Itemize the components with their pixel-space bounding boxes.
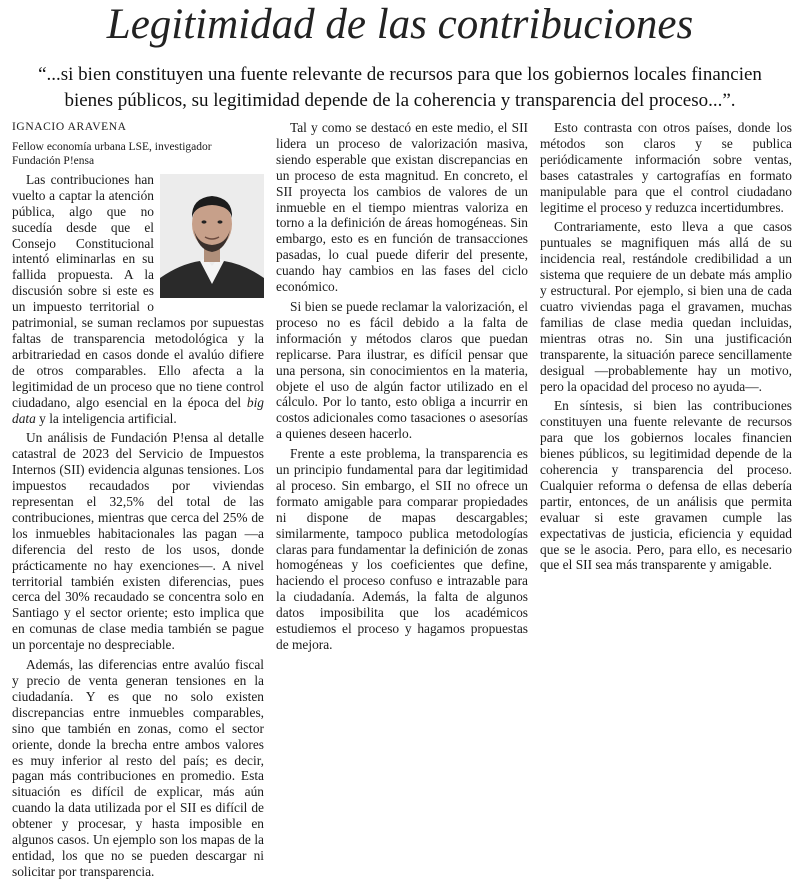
paragraph-text: y la inteligencia artificial. — [35, 410, 177, 426]
paragraph — [12, 172, 264, 427]
pull-quote: “...si bien constituyen una fuente relevante de recursos para que los gobiernos locales financien bienes públicos, su legitimidad depende de la coherencia y transparencia del proceso...”. — [38, 64, 762, 111]
author-photo — [160, 174, 264, 298]
paragraph: Contrariamente, esto lleva a que casos puntuales se magnifiquen más allá de su incidencia real, restándole credibilidad a un sistema que requiere de un debate más amplio y estructural. Por ejemplo, si bien una de cada cuatro viviendas paga el gravamen, muchas familias de clase media quedan incluidas, mientras otras no. Sin una justificación transparente, la situación parece sencillamente desigual —probablemente hay un motivo, pero la opacidad del proceso no ayuda—. — [540, 219, 792, 394]
paragraph: Tal y como se destacó en este medio, el SII lidera un proceso de valorización masiva, siendo esperable que existan discrepancias en un proceso de esta magnitud. En concreto, el SII proyecta los cambios de valores de un inmueble en el tiempo mientras valoriza en torno a la definición de áreas homogéneas. Sin embargo, esto es en función de transacciones pasadas, lo cual puede diferir del presente, cuando hay cambios en las fases del ciclo económico. — [276, 120, 528, 295]
column-3 — [540, 120, 792, 708]
paragraph-emphasis: big data — [12, 394, 264, 426]
column-2 — [276, 120, 528, 708]
author-role-line1: Fellow economía urbana LSE, investigador — [12, 140, 212, 153]
author-role-line2: Fundación P!ensa — [12, 154, 95, 167]
paragraph: Además, las diferencias entre avalúo fiscal y precio de venta generan tensiones en la ciudadanía. Y es que no solo existen discrepancias entre inmuebles comparables, sino que también en zonas, como el sector oriente, donde la brecha entre ambos valores es muy inferior al resto del país; es decir, pagan más contribuciones en promedio. Esta situación es difícil de explicar, más aún cuando la data utilizada por el SII es difícil de obtener y procesar, y hasta imposible en algunos casos. Un ejemplo son los mapas de la entidad, los que no se pueden descargar ni solicitar por transparencia. — [12, 657, 264, 879]
paragraph: Si bien se puede reclamar la valorización, el proceso no es fácil debido a la falta de información y métodos claros que puedan replicarse. Para ilustrar, es difícil pensar que una persona, sin conocimientos en la materia, objete el uso de algún factor utilizado en el cálculo. Por lo tanto, esto obliga a incurrir en costos adicionales como tasaciones o asesorías a quienes deseen hacerlo. — [276, 298, 528, 442]
author-role — [12, 140, 264, 168]
headline: Legitimidad de las contribuciones — [106, 1, 694, 48]
paragraph: Esto contrasta con otros países, donde los métodos son claros y se publica periódicamente información sobre ventas, bases catastrales y cartografías en formato manipulable para que el control ciudadano legitime el proceso y reduzca incertidumbres. — [540, 120, 792, 215]
paragraph: Frente a este problema, la transparencia es un principio fundamental para dar legitimidad al proceso. Sin embargo, el SII no ofrece un formato amigable para comparar propiedades ni dispone de mapas descargables; similarmente, tampoco publica metodologías claras para fundamentar la definición de zonas homogéneas y los coeficientes que define, haciendo el proceso confuso e intrazable para la ciudadanía. Además, la falta de algunos datos imposibilita que los académicos estudiemos el proceso y hagamos propuestas de mejora. — [276, 446, 528, 652]
column-1 — [12, 120, 264, 879]
paragraph-text: Las contribuciones han vuelto a captar la atención pública, algo que no sucedía desde que el Consejo Constitucional intentó eliminarlas en su fallida propuesta. A la discusión sobre si este es un impuesto territorial o patrimonial, se suman reclamos por supuestas faltas de transparencia metodológica y la arbitrariedad en casos donde el avalúo difiere de otros comparables. Ello afecta a la legitimidad de un proceso que no tiene control ciudadano, algo esencial en la época del — [12, 171, 264, 410]
article-body — [12, 120, 792, 879]
paragraph: En síntesis, si bien las contribuciones constituyen una fuente relevante de recursos para que los gobiernos locales financien bienes públicos, su legitimidad depende de la coherencia y transparencia del proceso. Cualquier reforma o defensa de ellas debería partir, entonces, de un análisis que permita evaluar si este gravamen cumple las expectativas de justicia, eficiencia y equidad que se le asocia. Pero, para ello, es necesario que el SII sea más transparente y amigable. — [540, 398, 792, 573]
author-name: IGNACIO ARAVENA — [12, 121, 127, 133]
paragraph: Un análisis de Fundación P!ensa al detalle catastral de 2023 del Servicio de Impuestos Internos (SII) evidencia algunas tensiones. Los impuestos recaudados por viviendas representan el 32,5% del total de las contribuciones, mientras que cerca del 25% de los inmuebles habitacionales las pagan —a diferencia del resto de los usos, donde prácticamente no hay exenciones—. A nivel territorial también existen diferencias, pues cerca del 30% recaudado se concentra solo en Santiago y el sector oriente; esto implica que en comunas de clase media también se pague un porcentaje no despreciable. — [12, 430, 264, 653]
